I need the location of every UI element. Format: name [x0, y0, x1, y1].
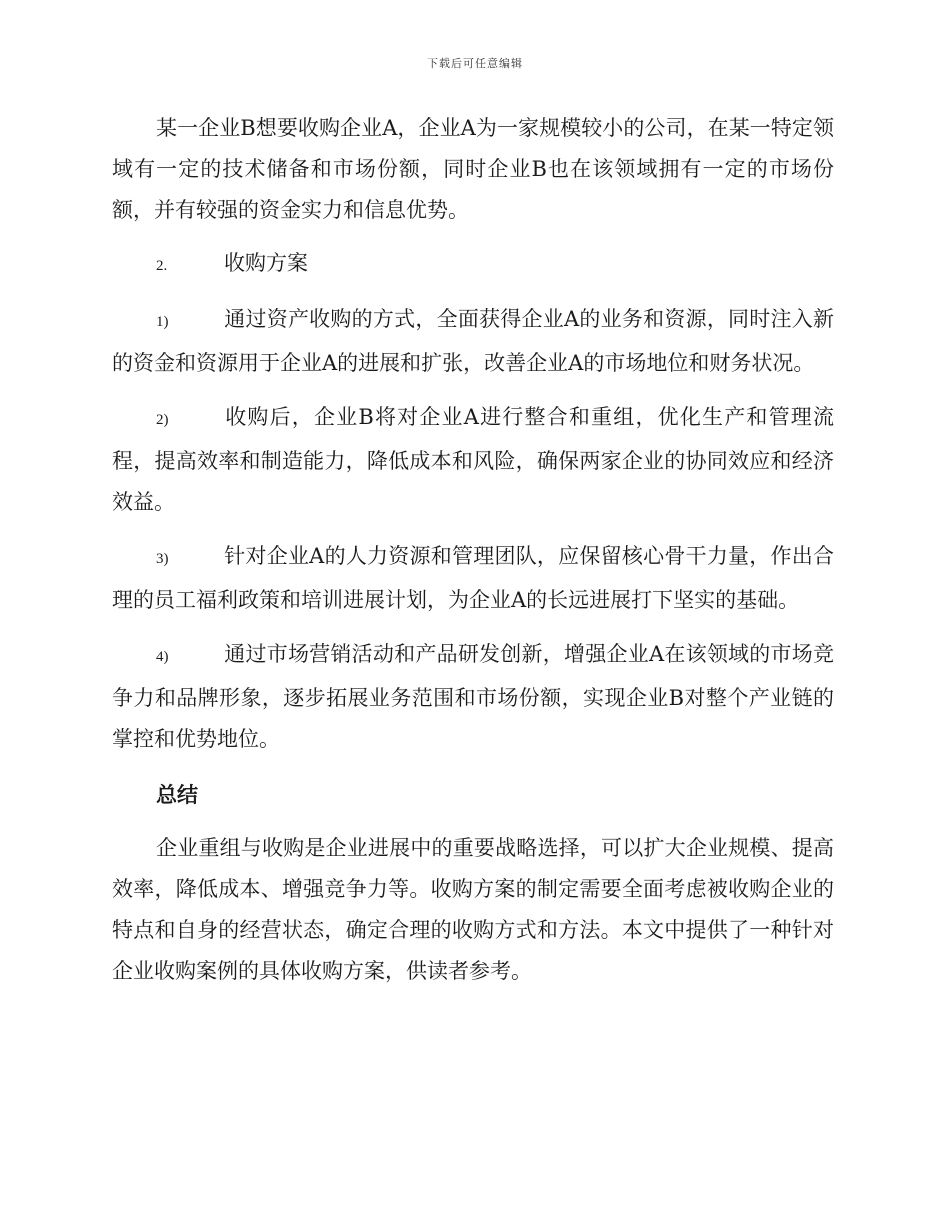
list-marker: 1): [156, 314, 169, 330]
list-item-2: [112, 397, 834, 523]
list-item-3: [112, 536, 834, 621]
list-marker: 3): [156, 551, 169, 567]
intro-paragraph: 某一企业B想要收购企业A，企业A为一家规模较小的公司，在某一特定领域有一定的技术储备和市场份额，同时企业B也在该领域拥有一定的市场份额，并有较强的资金实力和信息优势。: [112, 116, 834, 222]
summary-title: 总结: [156, 783, 198, 807]
list-item-4: [112, 634, 834, 760]
section-title: 收购方案: [224, 251, 308, 275]
summary-paragraph: 企业重组与收购是企业进展中的重要战略选择，可以扩大企业规模、提高效率，降低成本、增强竞争力等。收购方案的制定需要全面考虑被收购企业的特点和自身的经营状态，确定合理的收购方式和方法。本文中提供了一种针对企业收购案例的具体收购方案，供读者参考。: [112, 836, 834, 983]
page-header: 下载后可任意编辑: [427, 57, 523, 70]
list-item-text: 通过资产收购的方式，全面获得企业A的业务和资源，同时注入新的资金和资源用于企业A的进展和扩张，改善企业A的市场地位和财务状况。: [112, 307, 834, 375]
list-marker: 4): [156, 649, 169, 665]
list-marker: 2): [156, 412, 169, 428]
list-item-1: [112, 299, 834, 384]
section-heading-2: [112, 243, 834, 287]
list-item-text: 收购后，企业B将对企业A进行整合和重组，优化生产和管理流程，提高效率和制造能力，降低成本和风险，确保两家企业的协同效应和经济效益。: [112, 405, 834, 514]
document-body: [112, 108, 834, 992]
list-item-text: 通过市场营销活动和产品研发创新，增强企业A在该领域的市场竞争力和品牌形象，逐步拓展业务范围和市场份额，实现企业B对整个产业链的掌控和优势地位。: [112, 642, 834, 751]
list-item-text: 针对企业A的人力资源和管理团队，应保留核心骨干力量，作出合理的员工福利政策和培训进展计划，为企业A的长远进展打下坚实的基础。: [112, 544, 834, 612]
section-number: 2.: [156, 258, 168, 274]
